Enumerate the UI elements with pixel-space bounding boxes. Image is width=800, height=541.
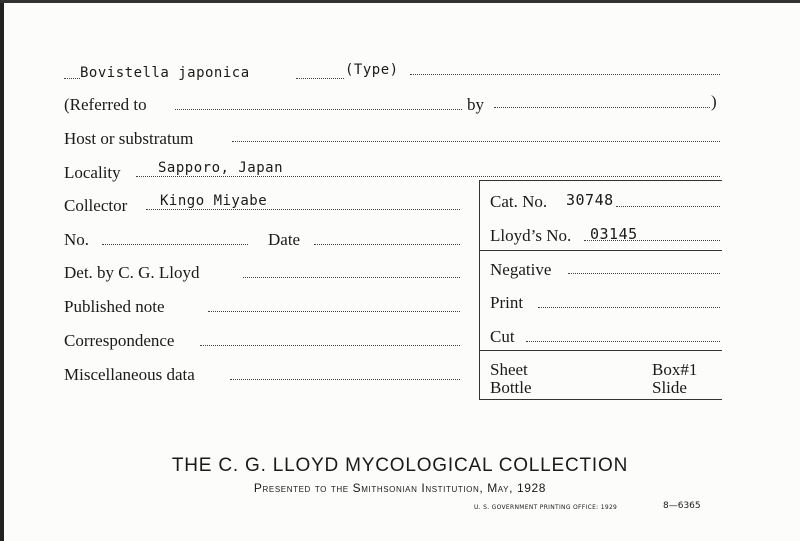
- misc-label: Miscellaneous data: [64, 365, 195, 384]
- box-value: #1: [680, 360, 698, 379]
- no-line: [102, 244, 248, 245]
- referred-line: [175, 109, 462, 110]
- sheet-label: Sheet: [490, 360, 528, 379]
- species-line-tail: [410, 74, 720, 75]
- form-code: 8—6365: [663, 501, 701, 511]
- card-top-edge: [0, 0, 800, 3]
- negative-label: Negative: [490, 260, 552, 279]
- lloyds-label: Lloyd’s No.: [490, 226, 572, 245]
- misc-line: [230, 379, 460, 380]
- date-label: Date: [268, 230, 301, 249]
- locality-label: Locality: [64, 163, 121, 182]
- species-line-mid: [296, 78, 344, 79]
- cat-label: Cat. No.: [490, 192, 548, 211]
- cut-label: Cut: [490, 327, 515, 346]
- collector-line: [146, 209, 460, 210]
- by-line: [494, 107, 710, 108]
- collector-value: Kingo Miyabe: [160, 193, 268, 209]
- box-divider-2: [480, 350, 722, 351]
- lloyds-line: [584, 240, 720, 241]
- lloyds-value: 03145: [590, 225, 638, 243]
- type-note: (Type): [345, 62, 399, 78]
- published-label: Published note: [64, 297, 165, 316]
- det-line: [243, 277, 460, 278]
- closing-paren: ): [711, 92, 717, 111]
- print-line: [538, 307, 720, 308]
- cat-line: [616, 206, 720, 207]
- box-label: Box: [652, 360, 681, 379]
- no-label: No.: [64, 230, 90, 249]
- date-line: [314, 244, 460, 245]
- printing-note: U. S. GOVERNMENT PRINTING OFFICE: 1929: [474, 504, 618, 511]
- collector-label: Collector: [64, 196, 128, 215]
- correspondence-line: [200, 345, 460, 346]
- locality-value: Sapporo, Japan: [158, 160, 284, 176]
- by-label: by: [467, 95, 484, 114]
- host-line: [232, 141, 720, 142]
- print-label: Print: [490, 293, 524, 312]
- species-name: Bovistella japonica: [80, 65, 250, 81]
- cat-value: 30748: [566, 191, 614, 209]
- referred-label: (Referred to: [64, 95, 147, 114]
- bottle-label: Bottle: [490, 378, 532, 397]
- host-label: Host or substratum: [64, 129, 194, 148]
- published-line: [208, 311, 460, 312]
- species-line-lead: [64, 78, 80, 79]
- box-number: [652, 360, 697, 380]
- collection-title: THE C. G. LLOYD MYCOLOGICAL COLLECTION: [171, 455, 629, 476]
- locality-line: [136, 176, 720, 177]
- collection-subtitle: Presented to the Smithsonian Institution, May, 1928: [253, 481, 547, 495]
- negative-line: [568, 273, 720, 274]
- cut-line: [526, 341, 720, 342]
- det-label: Det. by C. G. Lloyd: [64, 263, 200, 282]
- slide-label: Slide: [652, 378, 687, 397]
- correspondence-label: Correspondence: [64, 331, 175, 350]
- box-divider-1: [480, 250, 722, 251]
